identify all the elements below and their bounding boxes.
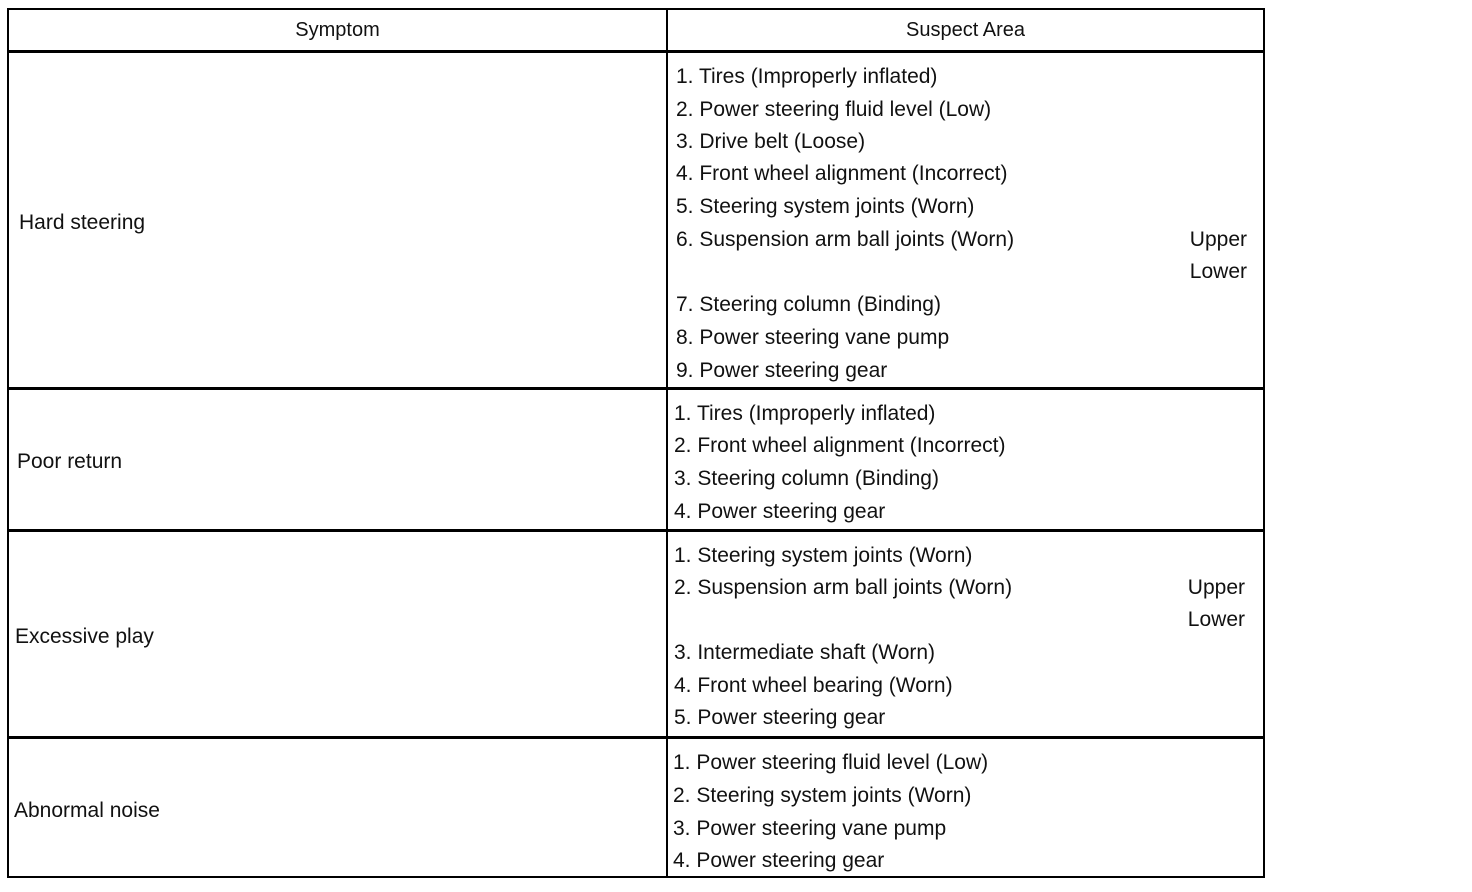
suspect-item: 7. Steering column (Binding) [676,293,941,316]
suspect-item: 2. Power steering fluid level (Low) [676,98,992,121]
suspect-item: 1. Tires (Improperly inflated) [676,65,938,88]
suspect-item: 3. Steering column (Binding) [674,467,939,490]
suspect-item: 5. Steering system joints (Worn) [676,195,975,218]
header-divider [9,50,1263,53]
symptom-hard-steering: Hard steering [19,211,146,234]
suspect-item: 6. Suspension arm ball joints (Worn) [676,228,1015,251]
suspect-item: 4. Front wheel alignment (Incorrect) [676,162,1008,185]
suspect-item: 1. Steering system joints (Worn) [674,544,973,567]
suspect-item: 8. Power steering vane pump [676,326,950,349]
suspect-item: 4. Front wheel bearing (Worn) [674,674,953,697]
row-divider [9,387,1263,390]
suspect-item: 2. Front wheel alignment (Incorrect) [674,434,1006,457]
header-suspect-area: Suspect Area [906,19,1025,41]
suspect-item: 2. Steering system joints (Worn) [673,784,972,807]
suspect-item: 3. Drive belt (Loose) [676,130,866,153]
sub-label-upper: Upper [1187,576,1245,599]
suspect-item: 1. Tires (Improperly inflated) [674,402,936,425]
row-divider [9,529,1263,532]
header-symptom: Symptom [295,19,380,41]
suspect-item: 9. Power steering gear [676,359,888,382]
suspect-item: 2. Suspension arm ball joints (Worn) [674,576,1013,599]
suspect-item: 3. Power steering vane pump [673,817,947,840]
row-divider [9,736,1263,739]
sub-label-lower: Lower [1187,608,1245,631]
symptom-excessive-play: Excessive play [15,625,154,648]
column-divider [666,10,668,876]
suspect-item: 1. Power steering fluid level (Low) [673,751,989,774]
suspect-item: 4. Power steering gear [674,500,886,523]
sub-label-upper: Upper [1189,228,1247,251]
suspect-item: 4. Power steering gear [673,849,885,872]
suspect-item: 3. Intermediate shaft (Worn) [674,641,936,664]
symptom-poor-return: Poor return [17,450,123,473]
symptom-abnormal-noise: Abnormal noise [14,799,160,822]
sub-label-lower: Lower [1189,260,1247,283]
suspect-item: 5. Power steering gear [674,706,886,729]
symptom-table [7,8,1265,878]
